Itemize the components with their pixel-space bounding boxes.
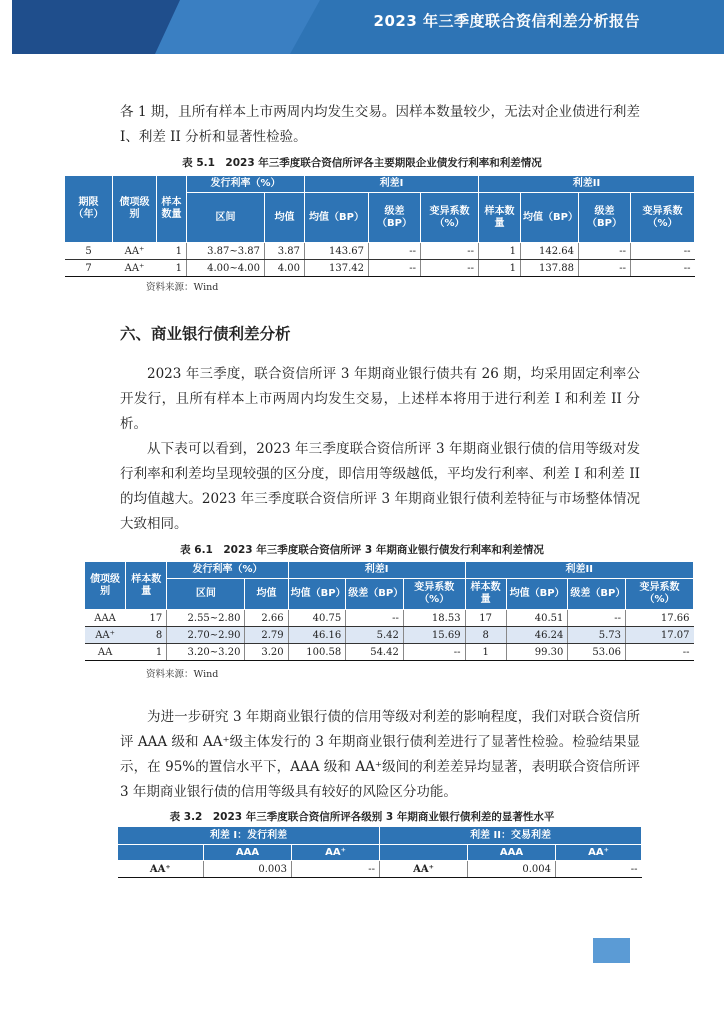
cell: 5.42: [346, 627, 404, 644]
cell: 18.53: [403, 610, 465, 627]
cell: --: [631, 260, 695, 277]
col-rating: 债项级别: [85, 562, 126, 610]
table-3-2-caption: 表 3.2 2023 年三季度联合资信所评各级别 3 年期商业银行债利差的显著性水平: [169, 811, 555, 823]
cell: --: [631, 243, 695, 260]
section-6-heading: 六、商业银行债利差分析: [120, 325, 291, 343]
table-6-1: [84, 561, 694, 661]
cell: 137.42: [305, 260, 369, 277]
cell: 54.42: [346, 644, 404, 661]
cell: 8: [126, 627, 167, 644]
col-aaa: AAA: [204, 845, 292, 861]
cell: 5: [65, 243, 113, 260]
cell: 2.66: [245, 610, 288, 627]
col-diff-bp2: 级差（BP）: [568, 579, 626, 610]
col-diff-bp: 级差（BP）: [369, 193, 421, 243]
cell: 46.16: [288, 627, 346, 644]
col-spread2: 利差II: [479, 176, 695, 193]
cell: 2.79: [245, 627, 288, 644]
cell: 1: [126, 644, 167, 661]
col-sample: 样本数量: [126, 562, 167, 610]
cell: 17.66: [626, 610, 694, 627]
cell: 1: [479, 243, 521, 260]
cell: --: [626, 644, 694, 661]
table-5-1: [64, 175, 695, 277]
cell: AA⁺: [113, 243, 157, 260]
cell: 99.30: [506, 644, 568, 661]
col-blank: [380, 845, 468, 861]
table-row: [85, 610, 694, 627]
paragraph-2: 从下表可以看到，2023 年三季度联合资信所评 3 年期商业银行债的信用等级对发行利率和利差均呈现较强的区分度，即信用等级越低，平均发行利率、利差 I 和利差 II 的均值越大。2023 年三季度联合资信所评 3 年期商业银行债利差特征与市场整体情况大致相同。: [120, 441, 640, 532]
table-6-1-source: 资料来源：Wind: [146, 669, 219, 680]
col-cv2: 变异系数（%）: [631, 193, 695, 243]
table-5-1-source: 资料来源：Wind: [146, 282, 219, 293]
col-rating: 债项级别: [113, 176, 157, 243]
cell: 4.00~4.00: [187, 260, 265, 277]
col-mean: 均值: [245, 579, 288, 610]
cell: 3.20: [245, 644, 288, 661]
col-spread1: 利差I: [288, 562, 465, 579]
col-aaplus: AA⁺: [292, 845, 380, 861]
col-mean: 均值: [265, 193, 305, 243]
cell: 2.70~2.90: [167, 627, 245, 644]
cell: --: [369, 260, 421, 277]
cell: 137.88: [521, 260, 579, 277]
cell: --: [369, 243, 421, 260]
col-mean-bp: 均值（BP）: [305, 193, 369, 243]
table-6-1-caption: 表 6.1 2023 年三季度联合资信所评 3 年期商业银行债发行利率和利差情况: [180, 544, 544, 556]
col-cv2: 变异系数（%）: [626, 579, 694, 610]
page-header: [0, 0, 724, 54]
cell: --: [403, 644, 465, 661]
cell: 100.58: [288, 644, 346, 661]
cell: 1: [157, 243, 187, 260]
col-diff-bp2: 级差（BP）: [579, 193, 631, 243]
cell: 5.73: [568, 627, 626, 644]
report-title: 2023 年三季度联合资信利差分析报告: [373, 12, 640, 30]
col-mean-bp2: 均值（BP）: [506, 579, 568, 610]
col-spread2: 利差II: [465, 562, 693, 579]
cell: 1: [157, 260, 187, 277]
cell: --: [346, 610, 404, 627]
cell: --: [579, 243, 631, 260]
col-blank: [118, 845, 204, 861]
cell: 143.67: [305, 243, 369, 260]
col-mean-bp2: 均值（BP）: [521, 193, 579, 243]
col-range: 区间: [187, 193, 265, 243]
col-cv: 变异系数（%）: [421, 193, 479, 243]
paragraph-3: 为进一步研究 3 年期商业银行债的信用等级对利差的影响程度，我们对联合资信所评 AAA 级和 AA⁺级主体发行的 3 年期商业银行债利差进行了显著性检验。检验结果显示，在 95%的置信水平下，AAA 级和 AA⁺级间的利差差异均显著，表明联合资信所评 3 年期商业银行债的信用等级具有较好的风险区分功能。: [120, 709, 640, 800]
cell: --: [292, 861, 380, 878]
cell: --: [421, 243, 479, 260]
cell: --: [579, 260, 631, 277]
col-mean-bp: 均值（BP）: [288, 579, 346, 610]
cell: 17.07: [626, 627, 694, 644]
cell: AA⁺: [380, 861, 468, 878]
cell: 3.87: [265, 243, 305, 260]
col-spread1: 利差I: [305, 176, 479, 193]
col-cv: 变异系数（%）: [403, 579, 465, 610]
col-range: 区间: [167, 579, 245, 610]
cell: 53.06: [568, 644, 626, 661]
paragraph-1: 2023 年三季度，联合资信所评 3 年期商业银行债共有 26 期，均采用固定利率公开发行，且所有样本上市两周内均发生交易，上述样本将用于进行利差 I 和利差 II 分析。: [120, 366, 640, 432]
page-number-badge: [593, 938, 630, 963]
cell: AAA: [85, 610, 126, 627]
cell: 3.87~3.87: [187, 243, 265, 260]
col-aaplus2: AA⁺: [556, 845, 642, 861]
col-spread2-trade: 利差 II：交易利差: [380, 827, 642, 845]
table-row: [85, 644, 694, 661]
col-qixian: 期限（年）: [65, 176, 113, 243]
col-sample2: 样本数量: [479, 193, 521, 243]
cell: --: [421, 260, 479, 277]
col-rate: 发行利率（%）: [167, 562, 288, 579]
cell: AA⁺: [118, 861, 204, 878]
table-row: [118, 861, 642, 878]
cell: 142.64: [521, 243, 579, 260]
cell: AA: [85, 644, 126, 661]
cell: 8: [465, 627, 506, 644]
table-row: [85, 627, 694, 644]
cell: 3.20~3.20: [167, 644, 245, 661]
cell: 15.69: [403, 627, 465, 644]
cell: --: [556, 861, 642, 878]
cell: AA⁺: [85, 627, 126, 644]
table-5-1-caption: 表 5.1 2023 年三季度联合资信所评各主要期限企业债发行利率和利差情况: [182, 157, 542, 169]
cell: --: [568, 610, 626, 627]
cell: 40.51: [506, 610, 568, 627]
col-diff-bp: 级差（BP）: [346, 579, 404, 610]
col-rate: 发行利率（%）: [187, 176, 305, 193]
cell: 1: [465, 644, 506, 661]
cell: 0.003: [204, 861, 292, 878]
table-3-2: [117, 826, 642, 878]
cell: AA⁺: [113, 260, 157, 277]
cell: 1: [479, 260, 521, 277]
cell: 40.75: [288, 610, 346, 627]
cell: 17: [126, 610, 167, 627]
col-aaa2: AAA: [468, 845, 556, 861]
cell: 0.004: [468, 861, 556, 878]
cell: 2.55~2.80: [167, 610, 245, 627]
col-sample2: 样本数量: [465, 579, 506, 610]
table-row: [65, 243, 695, 260]
cell: 4.00: [265, 260, 305, 277]
cell: 7: [65, 260, 113, 277]
col-spread1-issue: 利差 I：发行利差: [118, 827, 380, 845]
intro-paragraph: 各 1 期，且所有样本上市两周内均发生交易。因样本数量较少，无法对企业债进行利差 I、利差 II 分析和显著性检验。: [120, 104, 640, 145]
cell: 17: [465, 610, 506, 627]
cell: 46.24: [506, 627, 568, 644]
col-sample: 样本数量: [157, 176, 187, 243]
table-row: [65, 260, 695, 277]
